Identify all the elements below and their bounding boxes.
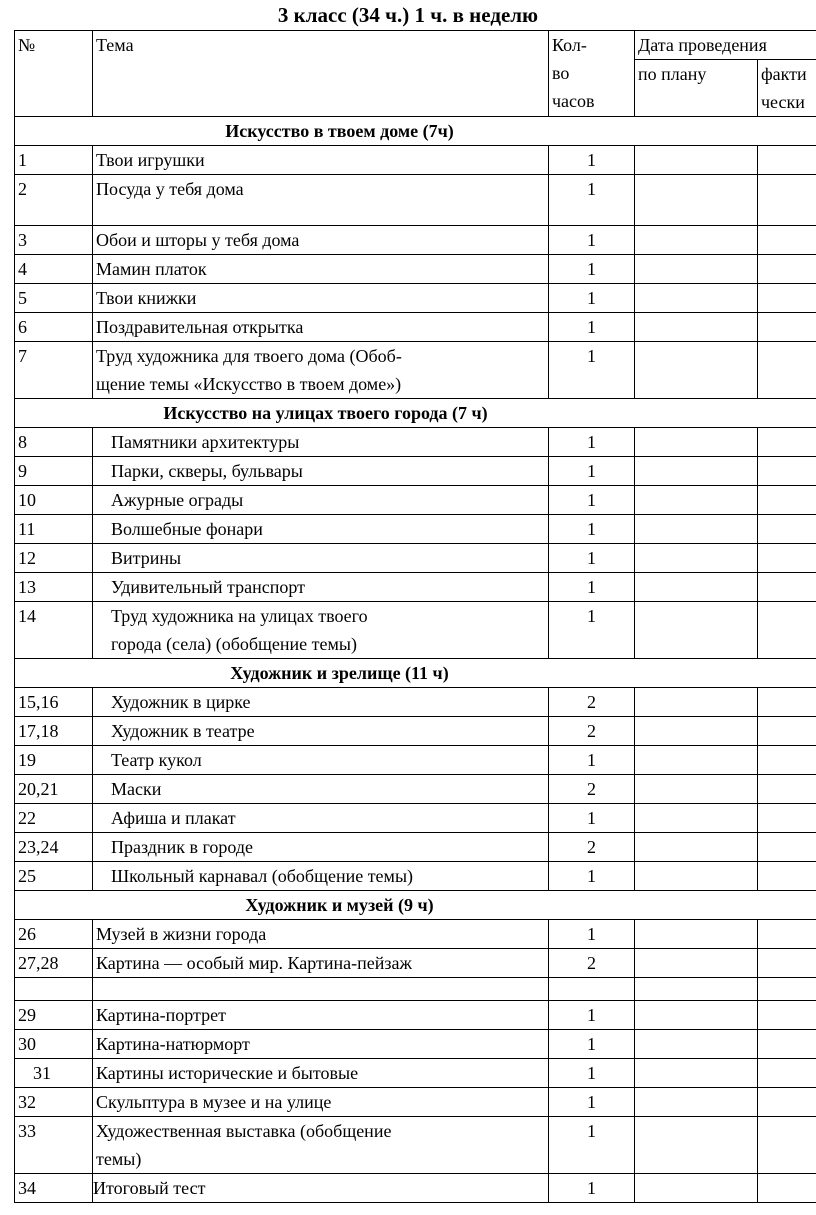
- row-topic: Школьный карнавал (обобщение темы): [93, 862, 549, 891]
- row-fact-date: [758, 949, 816, 978]
- header-topic: Тема: [93, 31, 549, 117]
- row-num: 31: [15, 1059, 93, 1088]
- row-topic: Картина — особый мир. Картина-пейзаж: [93, 949, 549, 978]
- table-row: [15, 862, 816, 891]
- table-row: [15, 1174, 816, 1203]
- table-row: [15, 1088, 816, 1117]
- table-row: [15, 920, 816, 949]
- row-plan-date: [635, 342, 758, 399]
- row-plan-date: [635, 1088, 758, 1117]
- row-num: 1: [15, 146, 93, 175]
- row-hours: 1: [549, 175, 635, 226]
- row-plan-date: [635, 146, 758, 175]
- table-row: [15, 428, 816, 457]
- row-topic: Театр кукол: [93, 746, 549, 775]
- row-fact-date: [758, 602, 816, 659]
- table-row: [15, 573, 816, 602]
- row-num: 11: [15, 515, 93, 544]
- row-hours: 1: [549, 1001, 635, 1030]
- row-topic: Парки, скверы, бульвары: [93, 457, 549, 486]
- row-topic: Твои игрушки: [93, 146, 549, 175]
- table-row: [15, 146, 816, 175]
- row-plan-date: [635, 602, 758, 659]
- row-num: 15,16: [15, 688, 93, 717]
- row-num: 20,21: [15, 775, 93, 804]
- row-hours: 1: [549, 313, 635, 342]
- section-row: [15, 891, 816, 920]
- table-row: [15, 515, 816, 544]
- row-num: 6: [15, 313, 93, 342]
- row-plan-date: [635, 175, 758, 226]
- row-topic: Скульптура в музее и на улице: [93, 1088, 549, 1117]
- row-topic: Памятники архитектуры: [93, 428, 549, 457]
- row-hours: 1: [549, 602, 635, 659]
- row-hours: 1: [549, 486, 635, 515]
- row-topic: Посуда у тебя дома: [93, 175, 549, 226]
- row-num: 17,18: [15, 717, 93, 746]
- row-num: 26: [15, 920, 93, 949]
- row-fact-date: [758, 428, 816, 457]
- row-plan-date: [635, 544, 758, 573]
- row-fact-date: [758, 746, 816, 775]
- row-hours: 1: [549, 573, 635, 602]
- row-fact-date: [758, 1088, 816, 1117]
- row-hours: 1: [549, 1174, 635, 1203]
- row-hours: 1: [549, 457, 635, 486]
- table-row: [15, 949, 816, 978]
- row-topic: Труд художника на улицах твоего города (села) (обобщение темы): [93, 602, 549, 659]
- row-num: 22: [15, 804, 93, 833]
- row-fact-date: [758, 1174, 816, 1203]
- row-topic: Витрины: [93, 544, 549, 573]
- table-header-row: [15, 31, 816, 60]
- section-title: Искусство в твоем доме (7ч): [225, 121, 454, 141]
- row-hours: 1: [549, 255, 635, 284]
- row-num: 7: [15, 342, 93, 399]
- row-num: 32: [15, 1088, 93, 1117]
- section-title: Искусство на улицах твоего города (7 ч): [163, 403, 488, 423]
- row-plan-date: [635, 775, 758, 804]
- row-topic: Музей в жизни города: [93, 920, 549, 949]
- row-fact-date: [758, 717, 816, 746]
- row-plan-date: [635, 688, 758, 717]
- header-num: №: [15, 31, 93, 117]
- table-row: [15, 717, 816, 746]
- row-fact-date: [758, 175, 816, 226]
- table-row: [15, 544, 816, 573]
- table-row: [15, 833, 816, 862]
- table-row: [15, 775, 816, 804]
- row-fact-date: [758, 284, 816, 313]
- row-fact-date: [758, 515, 816, 544]
- row-fact-date: [758, 313, 816, 342]
- row-plan-date: [635, 862, 758, 891]
- row-plan-date: [635, 486, 758, 515]
- row-fact-date: [758, 1001, 816, 1030]
- row-topic: Афиша и плакат: [93, 804, 549, 833]
- row-topic: Волшебные фонари: [93, 515, 549, 544]
- row-hours: 1: [549, 920, 635, 949]
- section-row: [15, 659, 816, 688]
- row-hours: 2: [549, 775, 635, 804]
- row-plan-date: [635, 717, 758, 746]
- row-hours: 1: [549, 862, 635, 891]
- row-plan-date: [635, 573, 758, 602]
- row-hours: 1: [549, 1088, 635, 1117]
- table-row: [15, 255, 816, 284]
- table-row: [15, 1030, 816, 1059]
- table-row: [15, 1059, 816, 1088]
- row-topic: Художник в цирке: [93, 688, 549, 717]
- row-hours: 1: [549, 1059, 635, 1088]
- row-num: 10: [15, 486, 93, 515]
- table-row: [15, 457, 816, 486]
- header-fact: факти чески: [758, 60, 816, 117]
- row-num: 2: [15, 175, 93, 226]
- section-title: Художник и зрелище (11 ч): [230, 663, 449, 683]
- row-topic: Итоговый тест: [93, 1174, 549, 1203]
- row-num: 5: [15, 284, 93, 313]
- row-plan-date: [635, 833, 758, 862]
- row-plan-date: [635, 746, 758, 775]
- row-topic: Обои и шторы у тебя дома: [93, 226, 549, 255]
- row-num: 4: [15, 255, 93, 284]
- table-row: [15, 804, 816, 833]
- section-row: [15, 117, 816, 146]
- row-fact-date: [758, 544, 816, 573]
- row-plan-date: [635, 255, 758, 284]
- row-plan-date: [635, 920, 758, 949]
- row-fact-date: [758, 486, 816, 515]
- row-topic: Труд художника для твоего дома (Обоб- щение темы «Искусство в твоем доме»): [93, 342, 549, 399]
- row-hours: 2: [549, 688, 635, 717]
- row-num: 9: [15, 457, 93, 486]
- row-fact-date: [758, 688, 816, 717]
- row-hours: 1: [549, 515, 635, 544]
- header-plan: по плану: [635, 60, 758, 117]
- row-num: 8: [15, 428, 93, 457]
- row-fact-date: [758, 573, 816, 602]
- row-num: 27,28: [15, 949, 93, 978]
- row-num: 23,24: [15, 833, 93, 862]
- table-row: [15, 486, 816, 515]
- row-fact-date: [758, 1059, 816, 1088]
- row-num: 3: [15, 226, 93, 255]
- row-topic: Картины исторические и бытовые: [93, 1059, 549, 1088]
- row-plan-date: [635, 457, 758, 486]
- row-fact-date: [758, 255, 816, 284]
- table-row: [15, 284, 816, 313]
- row-plan-date: [635, 515, 758, 544]
- row-plan-date: [635, 1030, 758, 1059]
- row-plan-date: [635, 428, 758, 457]
- row-fact-date: [758, 342, 816, 399]
- row-topic: Художник в театре: [93, 717, 549, 746]
- row-num: 19: [15, 746, 93, 775]
- table-row: [15, 602, 816, 659]
- row-topic: Твои книжки: [93, 284, 549, 313]
- row-topic: Поздравительная открытка: [93, 313, 549, 342]
- row-fact-date: [758, 457, 816, 486]
- row-plan-date: [635, 313, 758, 342]
- section-title: Художник и музей (9 ч): [245, 895, 434, 915]
- row-hours: 1: [549, 746, 635, 775]
- row-topic: Маски: [93, 775, 549, 804]
- row-hours: 1: [549, 804, 635, 833]
- header-date: Дата проведения: [635, 31, 816, 60]
- row-num: 14: [15, 602, 93, 659]
- row-plan-date: [635, 284, 758, 313]
- row-num: 34: [15, 1174, 93, 1203]
- row-fact-date: [758, 1117, 816, 1174]
- row-topic: Удивительный транспорт: [93, 573, 549, 602]
- row-hours: 2: [549, 833, 635, 862]
- row-hours: 1: [549, 284, 635, 313]
- row-num: 33: [15, 1117, 93, 1174]
- row-num: 30: [15, 1030, 93, 1059]
- row-hours: 1: [549, 544, 635, 573]
- row-fact-date: [758, 146, 816, 175]
- table-row: [15, 746, 816, 775]
- row-fact-date: [758, 804, 816, 833]
- row-hours: 1: [549, 1030, 635, 1059]
- row-num: 13: [15, 573, 93, 602]
- row-plan-date: [635, 1117, 758, 1174]
- row-topic: Мамин платок: [93, 255, 549, 284]
- row-plan-date: [635, 1174, 758, 1203]
- page-title: 3 класс (34 ч.) 1 ч. в неделю: [277, 3, 539, 27]
- row-plan-date: [635, 949, 758, 978]
- row-fact-date: [758, 775, 816, 804]
- row-fact-date: [758, 833, 816, 862]
- row-num: 29: [15, 1001, 93, 1030]
- row-hours: 2: [549, 949, 635, 978]
- table-row: [15, 226, 816, 255]
- row-fact-date: [758, 1030, 816, 1059]
- table-row: [15, 175, 816, 226]
- row-hours: 1: [549, 226, 635, 255]
- header-hours: Кол- во часов: [549, 31, 635, 117]
- empty-row: [15, 978, 816, 1001]
- lesson-plan-table: [14, 30, 816, 1203]
- row-hours: 2: [549, 717, 635, 746]
- row-plan-date: [635, 226, 758, 255]
- row-topic: Художественная выставка (обобщение темы): [93, 1117, 549, 1174]
- row-hours: 1: [549, 342, 635, 399]
- row-topic: Картина-натюрморт: [93, 1030, 549, 1059]
- row-hours: 1: [549, 428, 635, 457]
- table-row: [15, 688, 816, 717]
- table-row: [15, 1001, 816, 1030]
- row-plan-date: [635, 1059, 758, 1088]
- row-hours: 1: [549, 146, 635, 175]
- row-fact-date: [758, 226, 816, 255]
- row-plan-date: [635, 804, 758, 833]
- section-row: [15, 399, 816, 428]
- row-hours: 1: [549, 1117, 635, 1174]
- table-row: [15, 1117, 816, 1174]
- row-topic: Праздник в городе: [93, 833, 549, 862]
- row-fact-date: [758, 920, 816, 949]
- table-row: [15, 342, 816, 399]
- row-fact-date: [758, 862, 816, 891]
- row-plan-date: [635, 1001, 758, 1030]
- row-topic: Картина-портрет: [93, 1001, 549, 1030]
- row-num: 12: [15, 544, 93, 573]
- row-topic: Ажурные ограды: [93, 486, 549, 515]
- table-row: [15, 313, 816, 342]
- row-num: 25: [15, 862, 93, 891]
